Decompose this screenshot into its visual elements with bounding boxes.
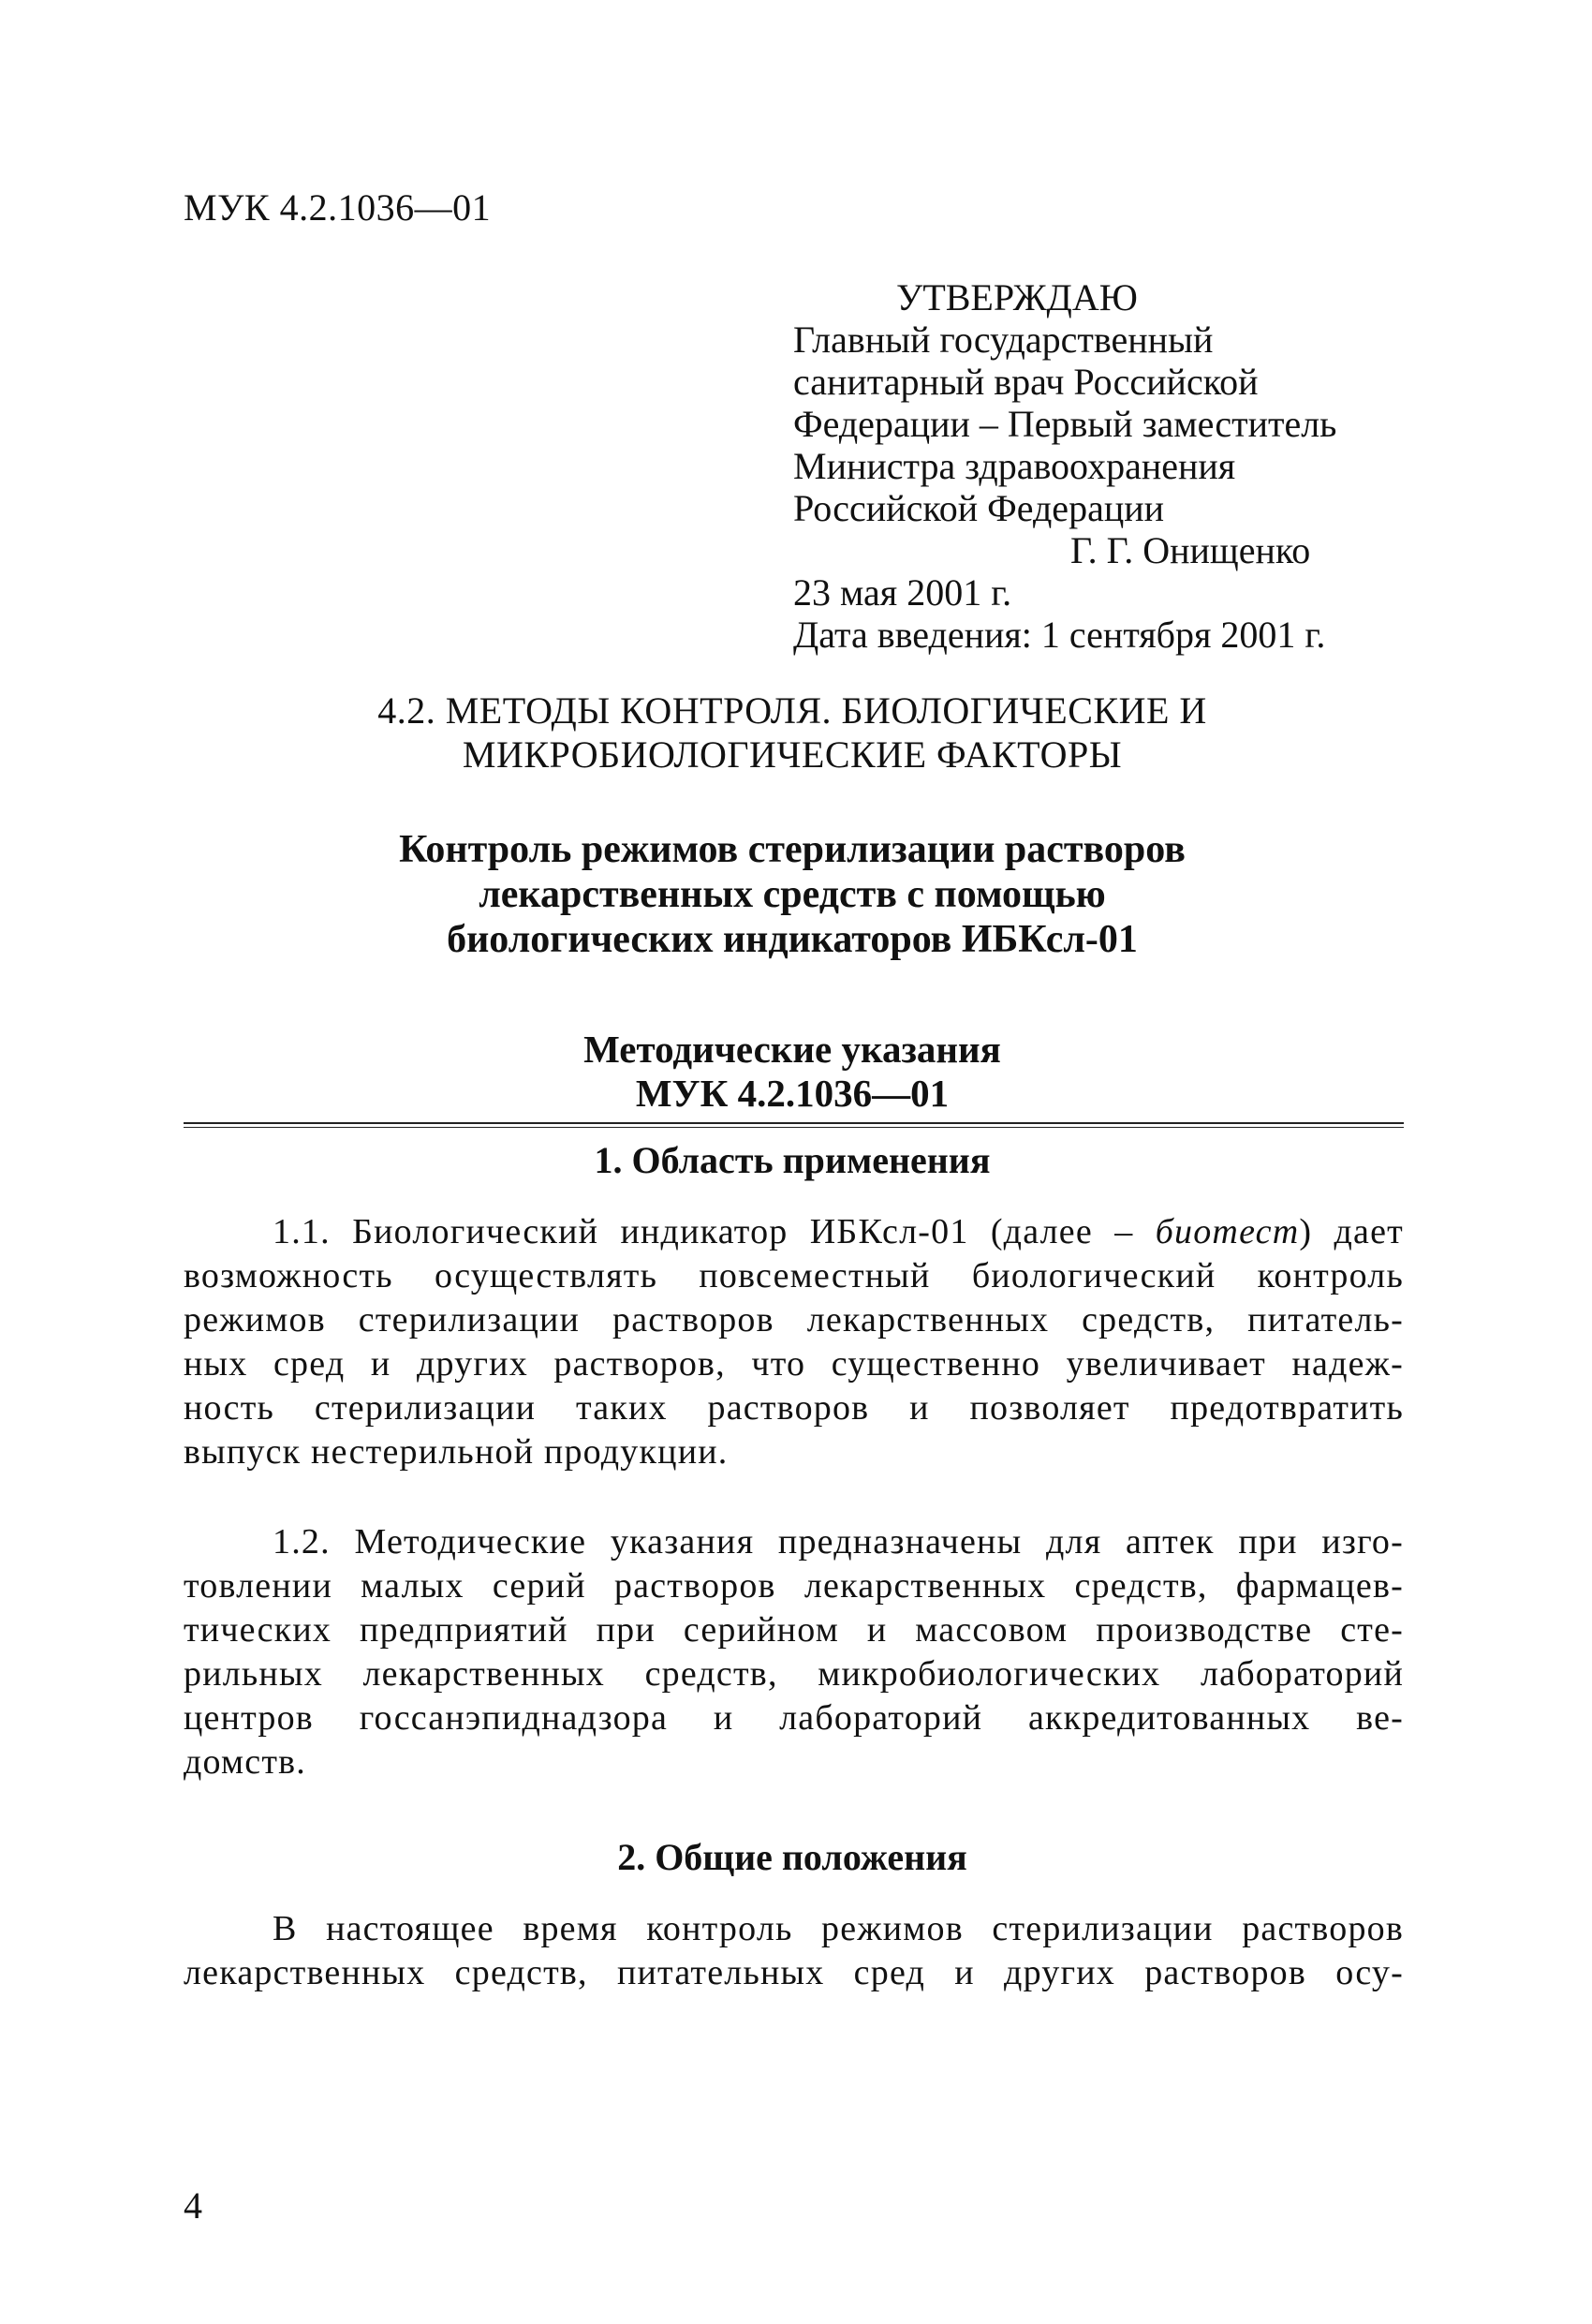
paragraph-1-1 xyxy=(184,1210,1404,1474)
approval-title: УТВЕРЖДАЮ xyxy=(896,276,1138,318)
document-code: МУК 4.2.1036—01 xyxy=(184,186,492,229)
approval-position-line: санитарный врач Российской xyxy=(793,361,1259,403)
approval-position-line: Федерации – Первый заместитель xyxy=(793,403,1337,445)
document-title xyxy=(184,827,1401,962)
paragraph-line: центров госсанэпиднадзора и лабораторий аккредитованных ве- xyxy=(184,1698,1404,1738)
effective-date: Дата введения: 1 сентября 2001 г. xyxy=(793,614,1326,656)
paragraph-line: ных сред и других растворов, что существенно увеличивает надеж- xyxy=(184,1344,1404,1384)
paragraph-line: рильных лекарственных средств, микробиологических лабораторий xyxy=(184,1654,1404,1694)
approval-block xyxy=(793,276,1430,656)
document-title-line: Контроль режимов стерилизации растворов xyxy=(399,828,1186,871)
page-number: 4 xyxy=(184,2184,202,2227)
document-title-line: лекарственных средств с помощью xyxy=(479,873,1106,916)
category-header-line: МИКРОБИОЛОГИЧЕСКИЕ ФАКТОРЫ xyxy=(462,733,1123,776)
paragraph-line: выпуск нестерильной продукции. xyxy=(184,1432,729,1472)
approval-position-line: Главный государственный xyxy=(793,318,1214,361)
italic-term: биотест xyxy=(1155,1212,1300,1251)
paragraph-line: лекарственных средств, питательных сред и других растворов осу- xyxy=(184,1953,1404,1992)
approval-position-line: Российской Федерации xyxy=(793,487,1165,529)
document-type xyxy=(184,1028,1401,1116)
document-title-line: биологических индикаторов ИБКсл-01 xyxy=(447,918,1138,961)
approval-position-line: Министра здравоохранения xyxy=(793,445,1236,487)
paragraph-line: товлении малых серий растворов лекарственных средств, фармацев- xyxy=(184,1566,1404,1606)
paragraph-1-2 xyxy=(184,1520,1404,1784)
category-header-line: 4.2. МЕТОДЫ КОНТРОЛЯ. БИОЛОГИЧЕСКИЕ И xyxy=(377,689,1207,732)
paragraph-line: 1.2. Методические указания предназначены для аптек при изго- xyxy=(273,1522,1404,1562)
paragraph-line: домств. xyxy=(184,1742,306,1782)
paragraph-line: тических предприятий при серийном и массовом производстве сте- xyxy=(184,1610,1404,1650)
section-heading: 2. Общие положения xyxy=(617,1836,967,1878)
approval-date: 23 мая 2001 г. xyxy=(793,571,1012,614)
document-type-label: Методические указания xyxy=(583,1028,1001,1071)
title-divider xyxy=(184,1122,1404,1124)
paragraph-line: 1.1. Биологический индикатор ИБКсл-01 (далее – биотест) дает xyxy=(273,1212,1404,1251)
paragraph-line: режимов стерилизации растворов лекарственных средств, питатель- xyxy=(184,1300,1404,1340)
document-type-code: МУК 4.2.1036—01 xyxy=(635,1072,950,1115)
title-divider-thin xyxy=(184,1127,1404,1128)
approver-name: Г. Г. Онищенко xyxy=(1070,529,1311,571)
category-header xyxy=(184,688,1401,777)
paragraph-line: В настоящее время контроль режимов стерилизации растворов xyxy=(273,1909,1404,1948)
paragraph-line: ность стерилизации таких растворов и позволяет предотвратить xyxy=(184,1388,1404,1428)
section-heading: 1. Область применения xyxy=(594,1139,991,1181)
paragraph-line: возможность осуществлять повсеместный биологический контроль xyxy=(184,1256,1404,1295)
paragraph-2 xyxy=(184,1907,1404,1995)
